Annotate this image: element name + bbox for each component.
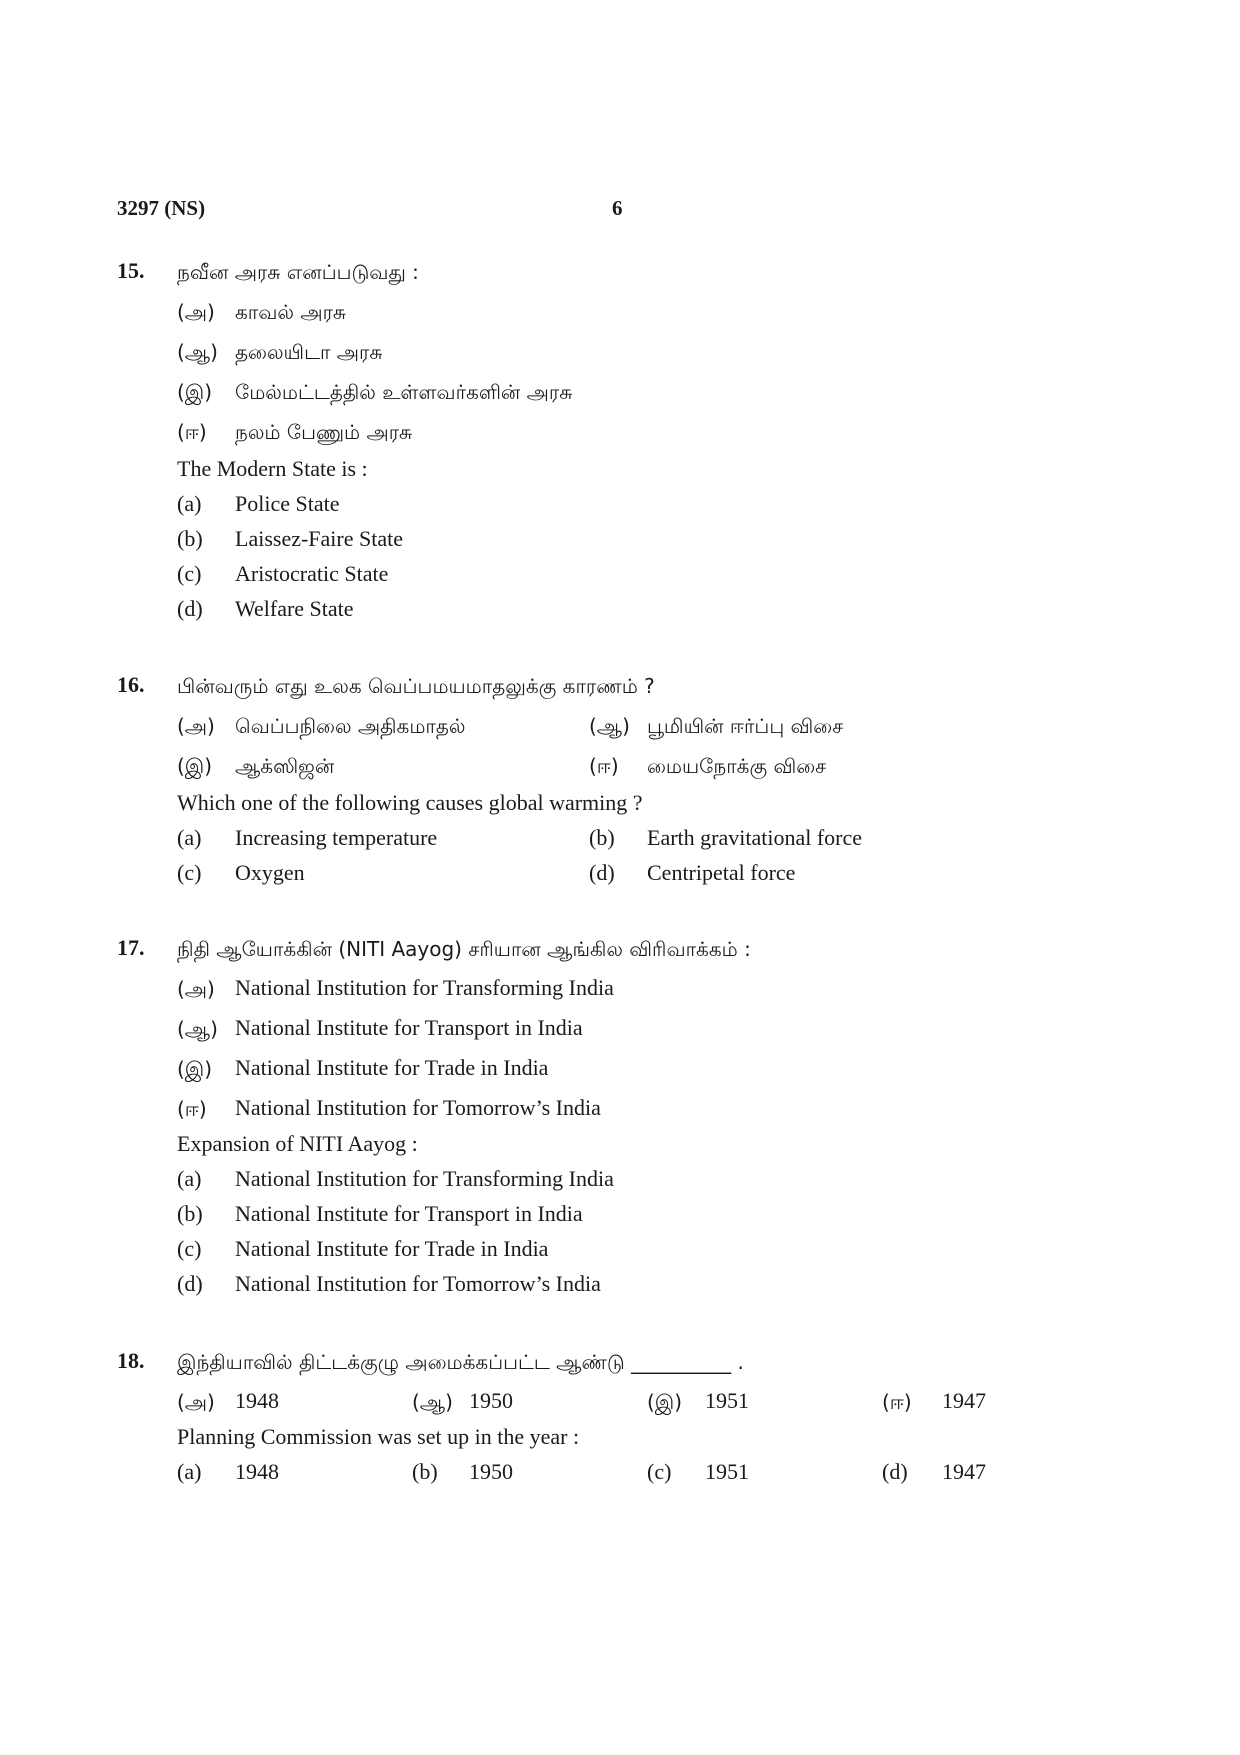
option-label: (ஆ) — [177, 1017, 218, 1041]
option-label: (ஆ) — [412, 1390, 453, 1414]
option-label: (இ) — [647, 1390, 683, 1414]
option-label: (ஆ) — [177, 340, 218, 364]
option-label: (இ) — [177, 1057, 213, 1081]
option-text: Welfare State — [235, 596, 354, 621]
option-text: காவல் அரசு — [235, 300, 346, 324]
option-text: National Institute for Trade in India — [235, 1236, 549, 1261]
option-label: (இ) — [177, 380, 213, 404]
option-text: National Institution for Transforming India — [235, 975, 614, 1000]
option-label: (b) — [177, 526, 203, 551]
option-label: (c) — [177, 1236, 202, 1261]
option-text: தலையிடா அரசு — [235, 340, 383, 364]
question-text-tamil: நவீன அரசு எனப்படுவது : — [177, 260, 419, 284]
option-label: (ஈ) — [882, 1390, 912, 1414]
option-label: (அ) — [177, 977, 215, 1001]
option-text: பூமியின் ஈர்ப்பு விசை — [647, 714, 844, 738]
option-text: 1947 — [942, 1388, 986, 1413]
option-text: 1948 — [235, 1388, 279, 1413]
question-text-tamil: இந்தியாவில் திட்டக்குழு அமைக்கப்பட்ட ஆண்டு __________ . — [177, 1350, 744, 1374]
option-label: (c) — [647, 1459, 672, 1484]
option-text: வெப்பநிலை அதிகமாதல் — [235, 714, 466, 738]
option-label: (ஈ) — [177, 1097, 207, 1121]
option-text: Centripetal force — [647, 860, 796, 885]
option-text: National Institution for Tomorrow’s India — [235, 1095, 601, 1120]
option-text: 1951 — [705, 1459, 749, 1484]
question-text-tamil: நிதி ஆயோக்கின் (NITI Aayog) சரியான ஆங்கில விரிவாக்கம் : — [177, 937, 751, 961]
page-number: 6 — [612, 196, 623, 220]
option-label: (b) — [589, 825, 615, 850]
question-text-english: Which one of the following causes global warming ? — [177, 790, 643, 815]
option-text: 1947 — [942, 1459, 986, 1484]
question-18 — [117, 1348, 1137, 1488]
option-text: National Institution for Tomorrow’s India — [235, 1271, 601, 1296]
option-label: (d) — [589, 860, 615, 885]
option-text: மையநோக்கு விசை — [647, 754, 827, 778]
option-label: (d) — [882, 1459, 908, 1484]
option-label: (a) — [177, 1166, 202, 1191]
option-text: நலம் பேணும் அரசு — [235, 420, 413, 444]
option-text: ஆக்ஸிஜன் — [235, 754, 335, 778]
question-17 — [117, 935, 1137, 1305]
option-label: (அ) — [177, 1390, 215, 1414]
option-label: (c) — [177, 561, 202, 586]
option-text: National Institute for Transport in India — [235, 1015, 583, 1040]
question-number: 18. — [117, 1348, 145, 1373]
option-label: (c) — [177, 860, 202, 885]
option-label: (a) — [177, 825, 202, 850]
option-text: Aristocratic State — [235, 561, 389, 586]
option-label: (ஈ) — [177, 420, 207, 444]
option-text: 1950 — [469, 1388, 513, 1413]
option-text: National Institute for Trade in India — [235, 1055, 549, 1080]
option-text: National Institute for Transport in India — [235, 1201, 583, 1226]
option-label: (d) — [177, 1271, 203, 1296]
question-text-english: Planning Commission was set up in the year : — [177, 1424, 580, 1449]
option-label: (அ) — [177, 300, 215, 324]
question-15 — [117, 258, 1137, 628]
option-text: Earth gravitational force — [647, 825, 863, 850]
option-label: (ஈ) — [589, 754, 619, 778]
question-16 — [117, 672, 1137, 902]
option-label: (இ) — [177, 754, 213, 778]
option-label: (d) — [177, 596, 203, 621]
option-text: Oxygen — [235, 860, 305, 885]
question-text-english: Expansion of NITI Aayog : — [177, 1131, 418, 1156]
question-text-english: The Modern State is : — [177, 456, 368, 481]
option-text: 1950 — [469, 1459, 513, 1484]
option-text: Police State — [235, 491, 340, 516]
option-text: Increasing temperature — [235, 825, 438, 850]
question-number: 15. — [117, 258, 145, 283]
option-label: (b) — [177, 1201, 203, 1226]
question-number: 17. — [117, 935, 145, 960]
question-text-tamil: பின்வரும் எது உலக வெப்பமயமாதலுக்கு காரணம் ? — [177, 674, 655, 698]
exam-code: 3297 (NS) — [117, 196, 206, 220]
option-text: மேல்மட்டத்தில் உள்ளவர்களின் அரசு — [235, 380, 573, 404]
option-text: 1951 — [705, 1388, 749, 1413]
option-label: (ஆ) — [589, 714, 630, 738]
option-label: (a) — [177, 491, 202, 516]
option-label: (b) — [412, 1459, 438, 1484]
option-label: (அ) — [177, 714, 215, 738]
question-number: 16. — [117, 672, 145, 697]
option-label: (a) — [177, 1459, 202, 1484]
option-text: National Institution for Transforming India — [235, 1166, 614, 1191]
option-text: Laissez-Faire State — [235, 526, 403, 551]
option-text: 1948 — [235, 1459, 279, 1484]
